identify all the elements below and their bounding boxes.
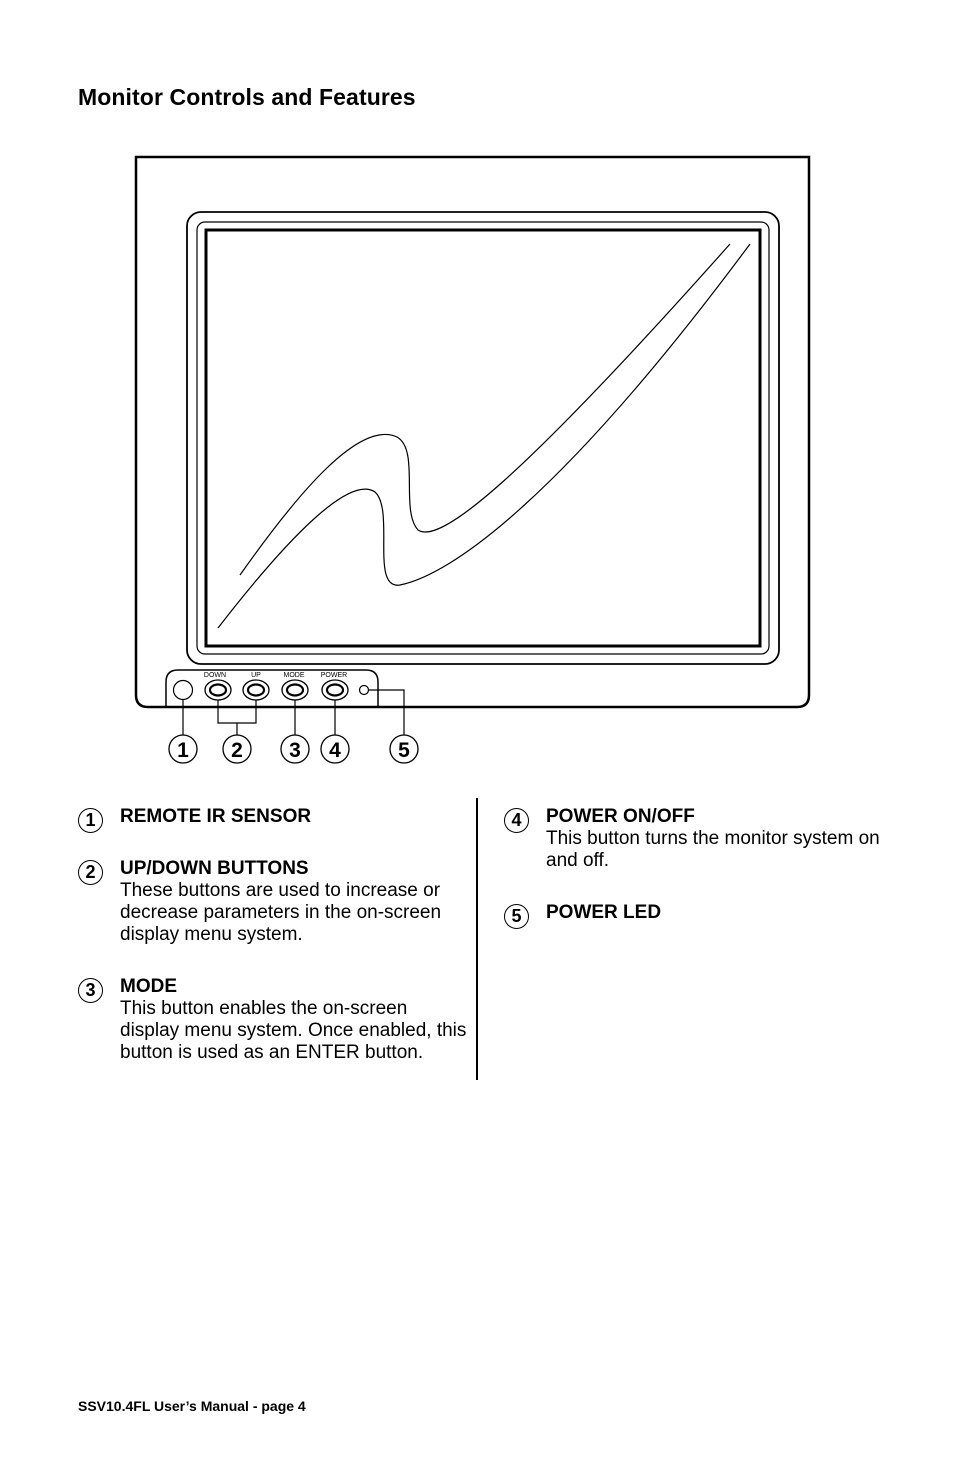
remote-ir-sensor (174, 681, 193, 700)
screen-swoosh-graphic (240, 244, 730, 575)
feature-item-power-on-off (504, 806, 894, 872)
svg-text:3: 3 (289, 739, 301, 762)
feature-item-power-led (504, 902, 894, 924)
callout-2 (223, 735, 251, 763)
feature-title: POWER ON/OFF (546, 806, 695, 827)
monitor-casing (136, 157, 809, 707)
feature-number-badge: 1 (78, 808, 103, 833)
feature-title: REMOTE IR SENSOR (120, 806, 312, 827)
callout-4 (321, 735, 349, 763)
callout-leader-lines (183, 690, 404, 735)
page-title: Monitor Controls and Features (78, 84, 416, 110)
feature-number-badge: 4 (504, 808, 529, 833)
down-button-label: DOWN (203, 672, 227, 679)
up-button-label: UP (251, 672, 261, 679)
feature-number-badge: 5 (504, 904, 529, 929)
svg-text:2: 2 (231, 739, 243, 762)
callout-3 (281, 735, 309, 763)
feature-number-badge: 2 (78, 860, 103, 885)
feature-description: These buttons are used to increase or decrease parameters in the on-screen display menu system. (120, 880, 442, 945)
power-button-label: POWER (320, 672, 348, 679)
feature-list-right (504, 806, 894, 924)
power-led (360, 686, 369, 695)
feature-description: This button enables the on-screen display menu system. Once enabled, this button is used as an ENTER button. (120, 998, 467, 1063)
callout-1 (169, 735, 197, 763)
page-footer: SSV10.4FL User’s Manual - page 4 (78, 1398, 306, 1414)
feature-number-badge: 3 (78, 978, 103, 1003)
feature-item-mode (78, 976, 468, 1064)
up-button[interactable] (243, 680, 269, 700)
monitor-screen (206, 230, 760, 646)
power-button[interactable] (322, 680, 348, 700)
feature-title: MODE (120, 976, 177, 997)
down-button[interactable] (205, 680, 231, 700)
mode-button[interactable] (282, 680, 308, 700)
feature-description: This button turns the monitor system on and off. (546, 828, 880, 871)
svg-text:5: 5 (398, 739, 410, 762)
column-divider (476, 798, 478, 1080)
callout-5 (390, 735, 418, 763)
feature-title: UP/DOWN BUTTONS (120, 858, 309, 879)
svg-text:4: 4 (329, 739, 341, 762)
feature-title: POWER LED (546, 902, 662, 923)
monitor-bezel (187, 212, 779, 664)
monitor-bezel-inner (197, 222, 769, 654)
feature-item-remote-ir-sensor (78, 806, 468, 828)
feature-item-up-down-buttons (78, 858, 468, 946)
feature-list-left (78, 806, 468, 1064)
svg-text:1: 1 (177, 739, 189, 762)
mode-button-label: MODE (283, 672, 305, 679)
